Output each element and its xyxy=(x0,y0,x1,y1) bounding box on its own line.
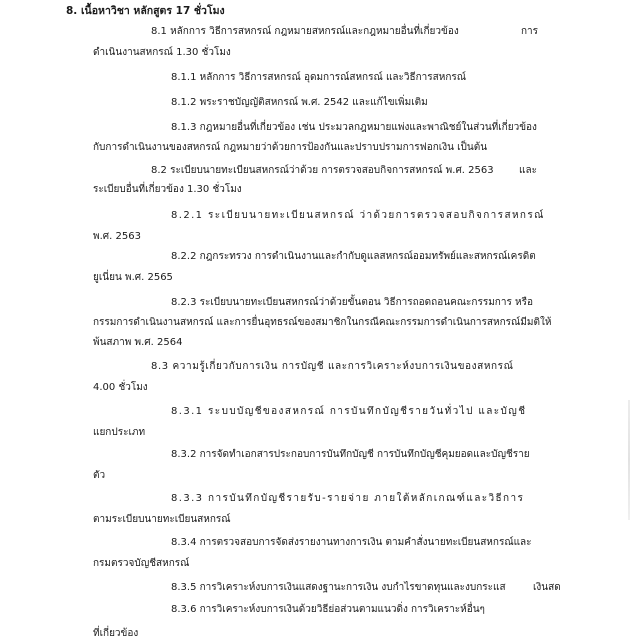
scan-shadow-mark xyxy=(628,400,630,520)
item-8-1-2: 8.1.2 พระราชบัญญัติสหกรณ์ พ.ศ. 2542 และแก้ไขเพิ่มเติม xyxy=(171,97,428,108)
item-8-3-5-tail: เงินสด xyxy=(533,582,561,593)
item-8-2-3-line2: กรรมการดำเนินงานสหกรณ์ และการยื่นอุทธรณ์ของสมาชิกในกรณีคณะกรรมการดำเนินการสหกรณ์มีมติให้ xyxy=(93,317,552,328)
item-8-1-1: 8.1.1 หลักการ วิธีการสหกรณ์ อุดมการณ์สหกรณ์ และวิธีการสหกรณ์ xyxy=(171,72,467,83)
section-8-2-title-tail: และ xyxy=(519,165,537,176)
item-8-2-2-line1: 8.2.2 กฎกระทรวง การดำเนินงานและกำกับดูแลสหกรณ์ออมทรัพย์และสหกรณ์เครดิต xyxy=(171,251,536,262)
item-8-2-1-line2: พ.ศ. 2563 xyxy=(93,231,141,242)
section-8-2-title: 8.2 ระเบียบนายทะเบียนสหกรณ์ว่าด้วย การตรวจสอบกิจการสหกรณ์ พ.ศ. 2563 xyxy=(151,165,494,176)
section-8-1-hours: ดำเนินงานสหกรณ์ 1.30 ชั่วโมง xyxy=(93,47,231,58)
item-8-3-6-line1: 8.3.6 การวิเคราะห์งบการเงินด้วยวิธีย่อส่วนตามแนวดิ่ง การวิเคราะห์อื่นๆ xyxy=(171,604,485,615)
item-8-3-1-line1: 8.3.1 ระบบบัญชีของสหกรณ์ การบันทึกบัญชีรายวันทั่วไป และบัญชี xyxy=(171,406,527,417)
section-8-3-title: 8.3 ความรู้เกี่ยวกับการเงิน การบัญชี และการวิเคราะห์งบการเงินของสหกรณ์ xyxy=(151,361,514,372)
item-8-2-2-line2: ยูเนี่ยน พ.ศ. 2565 xyxy=(93,272,173,283)
item-8-1-3-line1: 8.1.3 กฎหมายอื่นที่เกี่ยวข้อง เช่น ประมวลกฎหมายแพ่งและพาณิชย์ในส่วนที่เกี่ยวข้อง xyxy=(171,122,537,133)
section-8-1-title: 8.1 หลักการ วิธีการสหกรณ์ กฎหมายสหกรณ์และกฎหมายอื่นที่เกี่ยวข้อง xyxy=(151,26,459,37)
item-8-3-5: 8.3.5 การวิเคราะห์งบการเงินแสดงฐานะการเงิน งบกำไรขาดทุนและงบกระแส xyxy=(171,582,506,593)
item-8-2-3-line1: 8.2.3 ระเบียบนายทะเบียนสหกรณ์ว่าด้วยขั้นตอน วิธีการถอดถอนคณะกรรมการ หรือ xyxy=(171,297,533,308)
item-8-3-2-line2: ตัว xyxy=(93,470,106,481)
item-8-3-4-line1: 8.3.4 การตรวจสอบการจัดส่งรายงานทางการเงิน ตามคำสั่งนายทะเบียนสหกรณ์และ xyxy=(171,537,532,548)
item-8-3-6-line2: ที่เกี่ยวข้อง xyxy=(93,628,139,639)
item-8-3-1-line2: แยกประเภท xyxy=(93,427,146,438)
item-8-1-3-line2: กับการดำเนินงานของสหกรณ์ กฎหมายว่าด้วยการป้องกันและปราบปรามการฟอกเงิน เป็นต้น xyxy=(93,142,488,153)
item-8-3-4-line2: กรมตรวจบัญชีสหกรณ์ xyxy=(93,558,190,569)
section-8-3-hours: 4.00 ชั่วโมง xyxy=(93,382,148,393)
item-8-2-1-line1: 8.2.1 ระเบียบนายทะเบียนสหกรณ์ ว่าด้วยการตรวจสอบกิจการสหกรณ์ xyxy=(171,210,545,221)
section-8-2-hours: ระเบียบอื่นที่เกี่ยวข้อง 1.30 ชั่วโมง xyxy=(93,184,242,195)
item-8-3-3-line2: ตามระเบียบนายทะเบียนสหกรณ์ xyxy=(93,514,231,525)
item-8-3-2-line1: 8.3.2 การจัดทำเอกสารประกอบการบันทึกบัญชี การบันทึกบัญชีคุมยอดและบัญชีราย xyxy=(171,449,530,460)
item-8-2-3-line3: พ้นสภาพ พ.ศ. 2564 xyxy=(93,337,183,348)
section-heading: 8. เนื้อหาวิชา หลักสูตร 17 ชั่วโมง xyxy=(66,5,225,17)
item-8-3-3-line1: 8.3.3 การบันทึกบัญชีรายรับ-รายจ่าย ภายใต้หลักเกณฑ์และวิธีการ xyxy=(171,493,525,504)
section-8-1-title-tail: การ xyxy=(521,26,539,37)
